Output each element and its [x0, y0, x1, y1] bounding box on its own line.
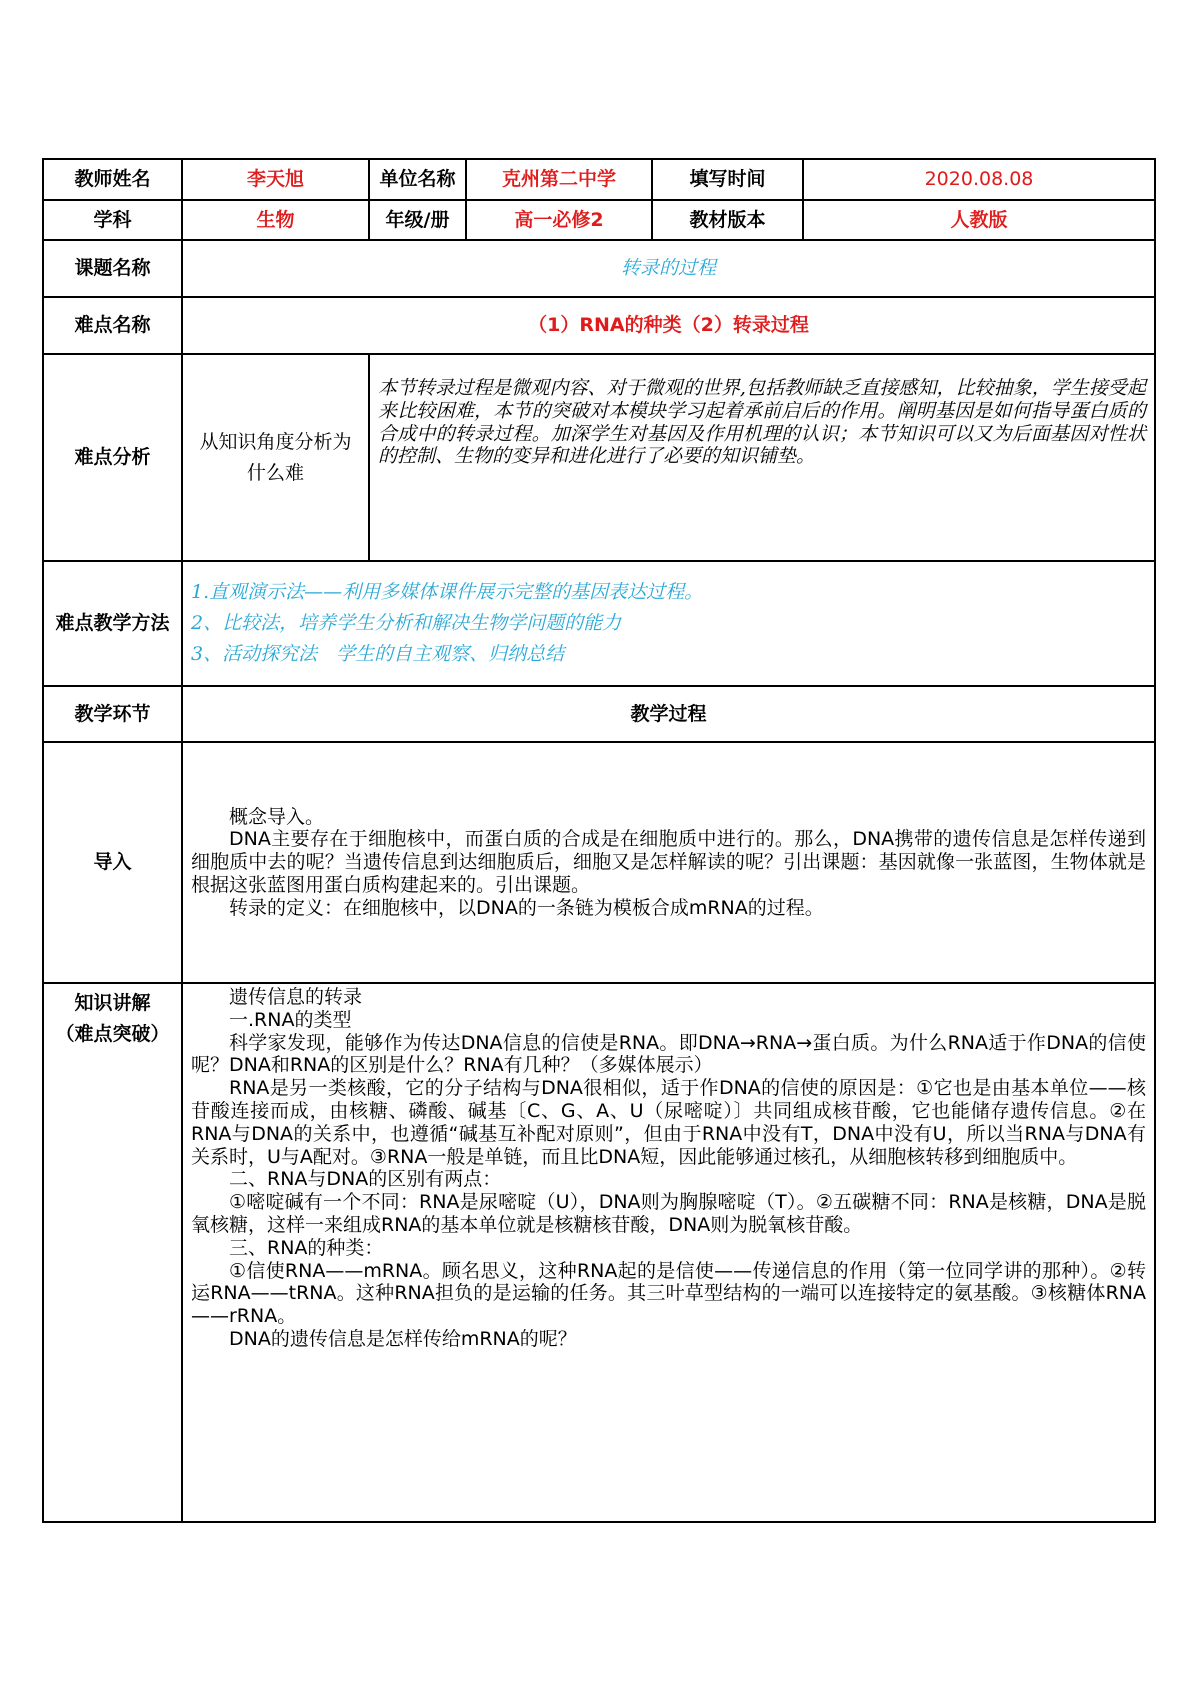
teacher-name-value: 李天旭 [182, 159, 369, 200]
knowledge-paragraph: 二、RNA与DNA的区别有两点： [229, 1168, 502, 1191]
intro-content [182, 742, 1155, 983]
knowledge-paragraph: ①嘧啶碱有一个不同：RNA是尿嘧啶（U），DNA则为胸腺嘧啶（T）。②五碳糖不同：RNA是核糖，DNA是脱氧核糖，这样一来组成RNA的基本单位就是核糖核苷酸，DNA则为脱氧核苷酸。 [191, 1191, 1146, 1236]
method-item: 3、活动探究法 学生的自主观察、归纳总结 [191, 643, 565, 665]
textbook-value: 人教版 [803, 200, 1155, 240]
process-header-row [43, 686, 1155, 742]
knowledge-paragraph: 一.RNA的类型 [229, 1008, 352, 1031]
topic-label: 课题名称 [43, 240, 182, 297]
method-item: 2、比较法，培养学生分析和解决生物学问题的能力 [191, 612, 622, 634]
knowledge-paragraph: RNA是另一类核酸，它的分子结构与DNA很相似，适于作DNA的信使的原因是：①它也是由基本单位——核苷酸连接而成，由核糖、磷酸、碱基〔C、G、A、U（尿嘧啶）〕共同组成核苷酸，它也能储存遗传信息。②在RNA与DNA的关系中，也遵循“碱基互补配对原则”，但由于RNA中没有T，DNA中没有U，所以当RNA与DNA有关系时，U与A配对。③RNA一般是单链，而且比DNA短，因此能够通过核孔，从细胞核转移到细胞质中。 [191, 1077, 1146, 1168]
topic-row [43, 240, 1155, 297]
knowledge-paragraph: ①信使RNA——mRNA。顾名思义，这种RNA起的是信使——传递信息的作用（第一位同学讲的那种）。②转运RNA——tRNA。这种RNA担负的是运输的任务。其三叶草型结构的一端可以连接特定的氨基酸。③核糖体RNA——rRNA。 [191, 1259, 1146, 1328]
lesson-plan-table [42, 158, 1156, 1523]
difficulty-value: （1）RNA的种类（2）转录过程 [182, 297, 1155, 354]
analysis-row [43, 354, 1155, 561]
analysis-sub-label: 从知识角度分析为什么难 [182, 354, 369, 561]
methods-label: 难点教学方法 [43, 561, 182, 686]
unit-name-value: 克州第二中学 [466, 159, 652, 200]
intro-paragraph: 转录的定义：在细胞核中，以DNA的一条链为模板合成mRNA的过程。 [229, 896, 824, 919]
difficulty-row [43, 297, 1155, 354]
methods-row [43, 561, 1155, 686]
header-row-1 [43, 159, 1155, 200]
intro-label: 导入 [43, 742, 182, 983]
intro-paragraph: 概念导入。 [229, 805, 325, 828]
knowledge-label-line2: （难点突破） [55, 1023, 170, 1045]
unit-name-label: 单位名称 [369, 159, 466, 200]
knowledge-paragraph: 科学家发现，能够作为传达DNA信息的信使是RNA。即DNA→RNA→蛋白质。为什么RNA适于作DNA的信使呢？DNA和RNA的区别是什么？RNA有几种？（多媒体展示） [191, 1031, 1146, 1077]
knowledge-paragraph: 三、RNA的种类： [229, 1236, 384, 1259]
difficulty-label: 难点名称 [43, 297, 182, 354]
teacher-name-label: 教师姓名 [43, 159, 182, 200]
knowledge-paragraph: DNA的遗传信息是怎样传给mRNA的呢？ [229, 1327, 577, 1350]
process-header-label: 教学环节 [43, 686, 182, 742]
methods-list [182, 561, 1155, 686]
knowledge-label-line1: 知识讲解 [74, 992, 151, 1014]
textbook-label: 教材版本 [652, 200, 803, 240]
knowledge-content [182, 983, 1155, 1522]
header-row-2 [43, 200, 1155, 240]
grade-value: 高一必修2 [466, 200, 652, 240]
process-header-value: 教学过程 [182, 686, 1155, 742]
subject-value: 生物 [182, 200, 369, 240]
grade-label: 年级/册 [369, 200, 466, 240]
analysis-label: 难点分析 [43, 354, 182, 561]
knowledge-paragraph: 遗传信息的转录 [229, 986, 363, 1008]
subject-label: 学科 [43, 200, 182, 240]
topic-value: 转录的过程 [182, 240, 1155, 297]
knowledge-row [43, 983, 1155, 1522]
analysis-text: 本节转录过程是微观内容、对于微观的世界,包括教师缺乏直接感知，比较抽象，学生接受起来比较困难，本节的突破对本模块学习起着承前启后的作用。阐明基因是如何指导蛋白质的合成中的转录过程。加深学生对基因及作用机理的认识；本节知识可以又为后面基因对性状的控制、生物的变异和进化进行了必要的知识铺垫。 [369, 354, 1155, 561]
fill-date-label: 填写时间 [652, 159, 803, 200]
intro-paragraph: DNA主要存在于细胞核中，而蛋白质的合成是在细胞质中进行的。那么，DNA携带的遗传信息是怎样传递到细胞质中去的呢？当遗传信息到达细胞质后，细胞又是怎样解读的呢？引出课题：基因就像一张蓝图，生物体就是根据这张蓝图用蛋白质构建起来的。引出课题。 [191, 828, 1146, 896]
method-item: 1.直观演示法——利用多媒体课件展示完整的基因表达过程。 [191, 581, 704, 603]
intro-row [43, 742, 1155, 983]
knowledge-label [43, 983, 182, 1522]
fill-date-value: 2020.08.08 [803, 159, 1155, 200]
